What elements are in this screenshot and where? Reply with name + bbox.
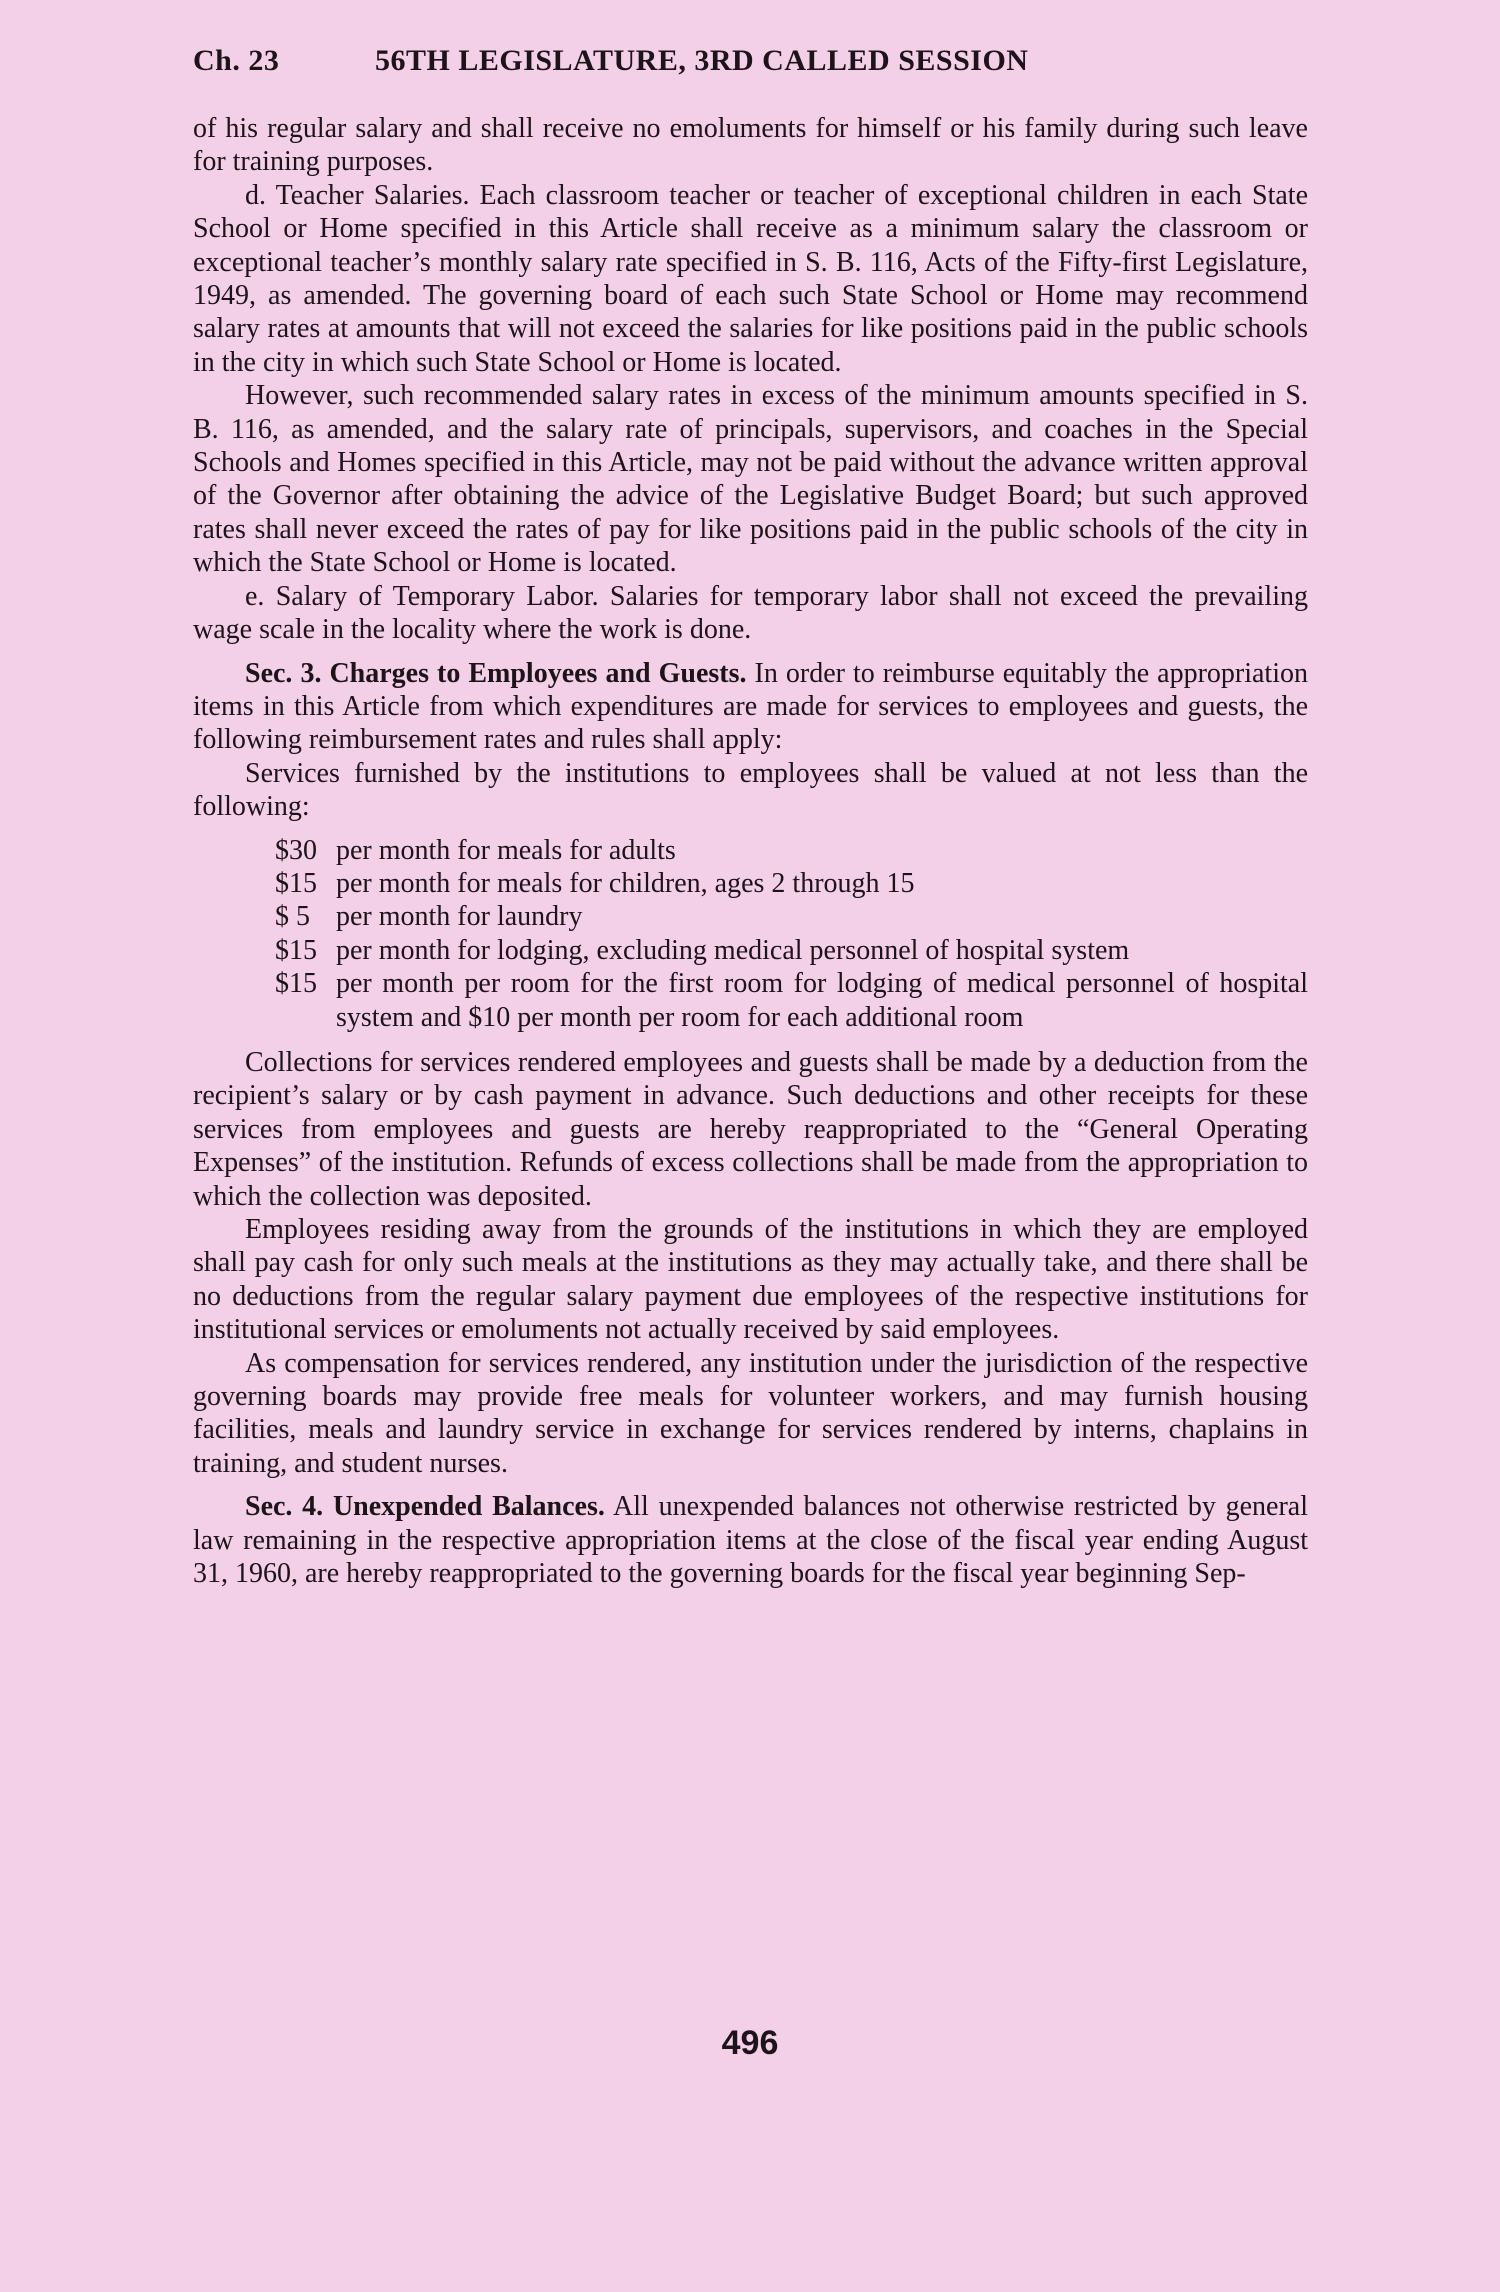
page-body <box>193 112 1308 1590</box>
rate-text: per month for lodging, excluding medical personnel of hospital system <box>336 934 1130 966</box>
paragraph: Collections for services rendered employees and guests shall be made by a deduction from the recipient’s salary or by cash payment in advance. Such deductions and other receipts for these services from employees and guests are hereby reappropriated to the “General Operating Expenses” of the institution. Refunds of excess collections shall be made from the appropriation to which the collection was deposited. <box>193 1046 1308 1212</box>
rate-text: per month for meals for adults <box>336 834 676 866</box>
paragraph: Services furnished by the institutions to employees shall be valued at not less than the following: <box>193 757 1308 823</box>
section-3-paragraph <box>193 657 1308 757</box>
session-title: 56TH LEGISLATURE, 3RD CALLED SESSION <box>375 44 1029 77</box>
rate-text: per month per room for the first room for lodging of medical personnel of hospital system and $10 per month per room for each additional room <box>336 968 1308 1033</box>
page-number: 496 <box>721 2024 779 2062</box>
chapter-label: Ch. 23 <box>193 44 280 77</box>
rate-item <box>275 867 1308 900</box>
rate-amount: $15 <box>275 968 317 1000</box>
running-header <box>193 44 1028 78</box>
rate-amount: $15 <box>275 934 317 966</box>
rate-amount: $ 5 <box>275 901 310 933</box>
rate-item <box>275 967 1308 1034</box>
rate-item <box>275 900 1308 933</box>
section-4-text: All unexpended balances not otherwise restricted by general law remaining in the respective appropriation items at the close of the fiscal year ending August 31, 1960, are hereby reappropriated to the governing boards for the fiscal year beginning Sep- <box>193 1491 1308 1590</box>
section-4-paragraph <box>193 1490 1308 1590</box>
paragraph: of his regular salary and shall receive no emoluments for himself or his family during such leave for training purposes. <box>193 113 1308 178</box>
paragraph-teacher-salaries: d. Teacher Salaries. Each classroom teacher or teacher of exceptional children in each State School or Home specified in this Article shall receive as a minimum salary the classroom or exceptional teacher’s monthly salary rate specified in S. B. 116, Acts of the Fifty-first Legislature, 1949, as amended. The governing board of each such State School or Home may recommend salary rates at amounts that will not exceed the salaries for like positions paid in the public schools in the city in which such State School or Home is located. <box>193 179 1308 378</box>
section-3-heading: Sec. 3. Charges to Employees and Guests. <box>245 657 747 689</box>
rate-amount: $30 <box>275 834 317 866</box>
rate-list <box>275 834 1308 1034</box>
paragraph: Employees residing away from the grounds of the institutions in which they are employed shall pay cash for only such meals at the institutions as they may actually take, and there shall be no deductions from the regular salary payment due employees of the respective institutions for institutional services or emoluments not actually received by said employees. <box>193 1214 1308 1346</box>
paragraph: As compensation for services rendered, any institution under the jurisdiction of the respective governing boards may provide free meals for volunteer workers, and may furnish housing facilities, meals and laundry service in exchange for services rendered by interns, chaplains in training, and student nurses. <box>193 1347 1308 1479</box>
section-3-text: In order to reimburse equitably the appropriation items in this Article from which expenditures are made for services to employees and guests, the following reimbursement rates and rules shall apply: <box>193 657 1308 756</box>
rate-item <box>275 934 1308 967</box>
rate-amount: $15 <box>275 867 317 899</box>
rate-text: per month for laundry <box>336 901 583 933</box>
paragraph: However, such recommended salary rates in excess of the minimum amounts specified in S. B. 116, as amended, and the salary rate of principals, supervisors, and coaches in the Special Schools and Homes specified in this Article, may not be paid without the advance written approval of the Governor after obtaining the advice of the Legislative Budget Board; but such approved rates shall never exceed the rates of pay for like positions paid in the public schools of the city in which the State School or Home is located. <box>193 380 1308 579</box>
section-4-heading: Sec. 4. Unexpended Balances. <box>245 1491 605 1523</box>
rate-text: per month for meals for children, ages 2 through 15 <box>336 867 915 899</box>
paragraph-temporary-labor: e. Salary of Temporary Labor. Salaries for temporary labor shall not exceed the prevailing wage scale in the locality where the work is done. <box>193 580 1308 646</box>
rate-item <box>275 834 1308 867</box>
